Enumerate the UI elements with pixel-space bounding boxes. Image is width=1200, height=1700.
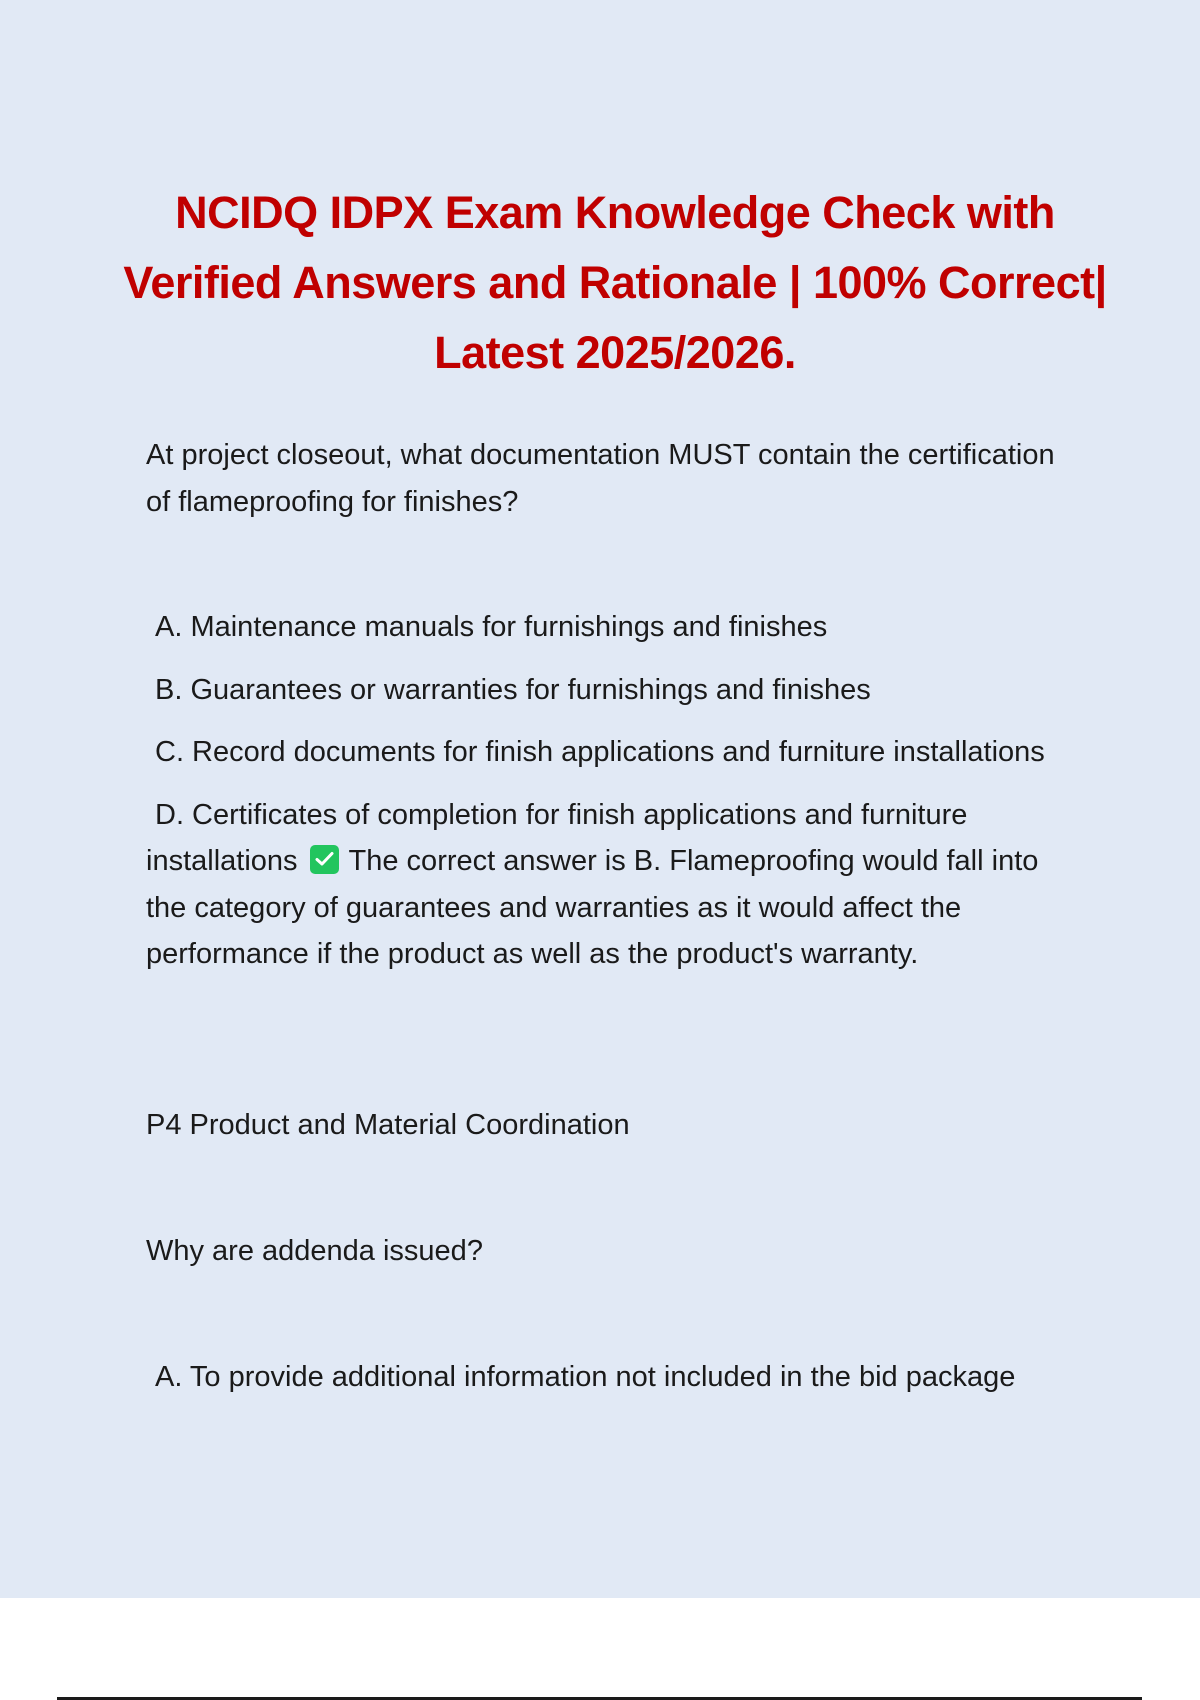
document-title: NCIDQ IDPX Exam Knowledge Check with Verified Answers and Rationale | 100% Correct| Latest 2025/2026. (123, 187, 1107, 379)
question-1-text: At project closeout, what documentation MUST contain the certification of flameproofing for finishes? (146, 439, 1055, 518)
answer-rationale: The correct answer is B. Flameproofing would fall into the category of guarantees and warranties as it would affect the performance if the product as well as the product's warranty. (146, 845, 1039, 970)
question-1-options (146, 604, 1086, 994)
option-a: A. Maintenance manuals for furnishings and finishes (155, 611, 828, 643)
option-d-with-rationale: D. Certificates of completion for finish applications and furniture installations The correct answer is B. Flameproofing would fall into the category of guarantees and warranties as it would affect the performance if the product as well as the product's warranty. (146, 798, 1039, 970)
option-b: B. Guarantees or warranties for furnishings and finishes (155, 673, 871, 706)
question-2-text: Why are addenda issued? (146, 1235, 483, 1267)
option-a: A. To provide additional information not included in the bid package (155, 1361, 1016, 1393)
question-1-category: P4 Product and Material Coordination (146, 1109, 630, 1141)
check-mark-icon (310, 845, 339, 874)
question-2-options (146, 1354, 1086, 1401)
option-c: C. Record documents for finish applications and furniture installations (155, 736, 1045, 768)
